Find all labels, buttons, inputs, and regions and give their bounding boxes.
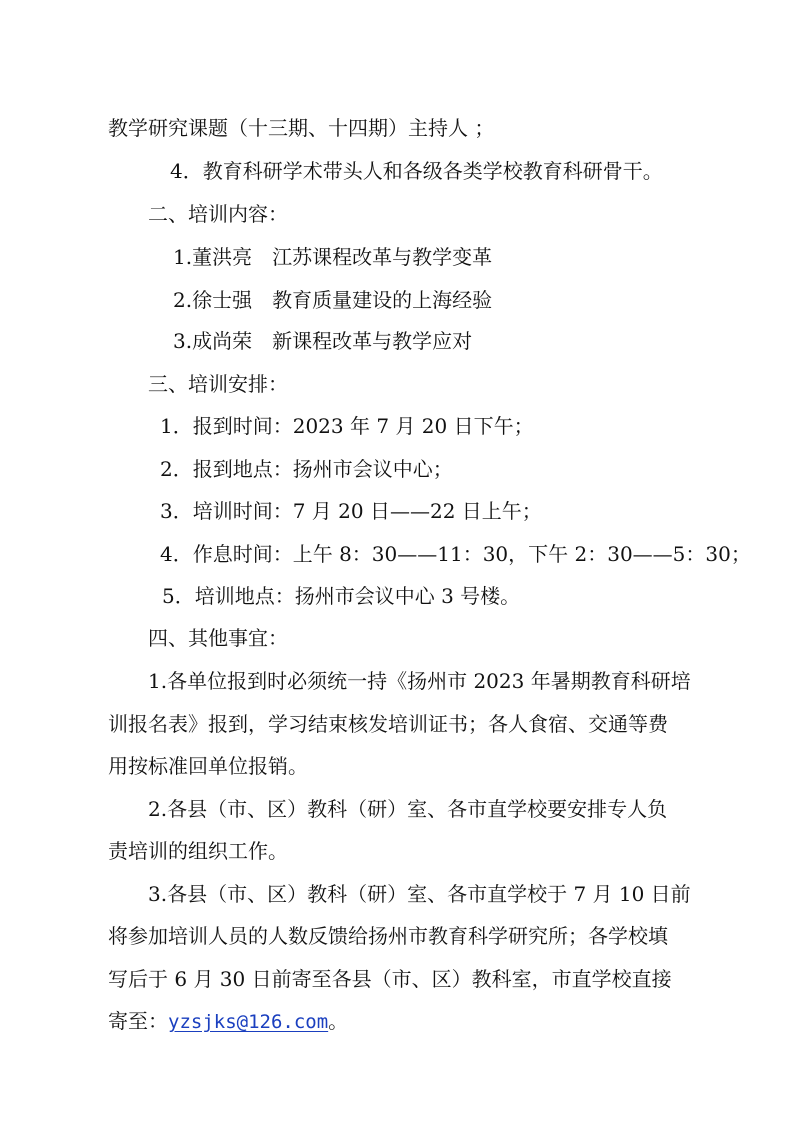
text-line: 2．报到地点：扬州市会议中心； xyxy=(160,457,453,481)
text-line: 4．作息时间：上午 8：30——11：30，下午 2：30——5：30； xyxy=(160,542,751,566)
text-line: 3．培训时间：7 月 20 日——22 日上午； xyxy=(160,499,542,523)
text-line-email xyxy=(108,1007,348,1035)
text-line: 训报名表》报到，学习结束核发培训证书；各人食宿、交通等费 xyxy=(108,712,668,736)
text-line: 写后于 6 月 30 日前寄至各县（市、区）教科室，市直学校直接 xyxy=(108,967,672,991)
text-line: 4．教育科研学术带头人和各级各类学校教育科研骨干。 xyxy=(170,159,663,183)
text-line: 2.徐士强 教育质量建设的上海经验 xyxy=(173,288,493,312)
text-line: 1.各单位报到时必须统一持《扬州市 2023 年暑期教育科研培 xyxy=(148,669,691,693)
email-label: 寄至： xyxy=(108,1009,168,1033)
sentence-end: 。 xyxy=(328,1009,349,1033)
text-line: 3.成尚荣 新课程改革与教学应对 xyxy=(173,329,473,353)
text-line: 责培训的组织工作。 xyxy=(108,839,288,863)
text-line: 5．培训地点：扬州市会议中心 3 号楼。 xyxy=(162,584,521,608)
text-line: 教学研究课题（十三期、十四期）主持人 ； xyxy=(108,116,495,140)
text-line: 1．报到时间：2023 年 7 月 20 日下午； xyxy=(160,414,534,438)
section-heading: 四、其他事宜： xyxy=(148,626,288,650)
text-line: 1.董洪亮 江苏课程改革与教学变革 xyxy=(173,245,493,269)
text-line: 将参加培训人员的人数反馈给扬州市教育科学研究所；各学校填 xyxy=(108,924,668,948)
section-heading: 二、培训内容： xyxy=(148,202,288,226)
email-link[interactable]: yzsjks@126.com xyxy=(168,1011,329,1033)
text-line: 3.各县（市、区）教科（研）室、各市直学校于 7 月 10 日前 xyxy=(148,882,691,906)
section-heading: 三、培训安排： xyxy=(148,372,288,396)
text-line: 2.各县（市、区）教科（研）室、各市直学校要安排专人负 xyxy=(148,797,668,821)
text-line: 用按标准回单位报销。 xyxy=(108,754,308,778)
